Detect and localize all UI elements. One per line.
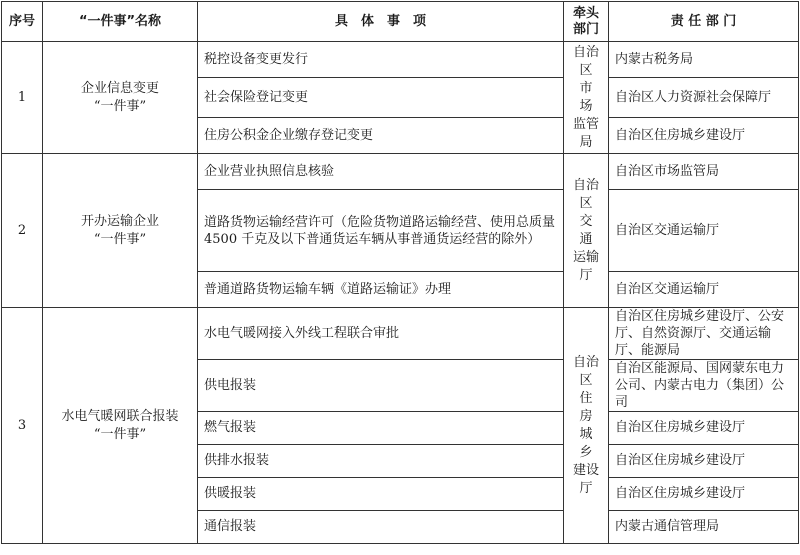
dept-cell: 自治区住房城乡建设厅、公安厅、自然资源厅、交通运输厅、能源局 [609,308,799,360]
row-seq: 1 [2,42,43,154]
table-row [2,154,799,190]
matter-cell: 住房公积金企业缴存登记变更 [198,118,564,154]
row-item-name: 水电气暖网联合报装 “一件事” [43,308,198,544]
table-row [2,42,799,78]
dept-cell: 内蒙古通信管理局 [609,511,799,544]
dept-cell: 自治区住房城乡建设厅 [609,412,799,445]
header-row [2,2,799,42]
row-seq: 2 [2,154,43,308]
matter-cell: 供排水报装 [198,445,564,478]
matter-cell: 道路货物运输经营许可（危险货物道路运输经营、使用总质量 4500 千克及以下普通货运车辆从事普通货运经营的除外） [198,190,564,272]
dept-cell: 自治区市场监管局 [609,154,799,190]
row-item-name: 企业信息变更 “一件事” [43,42,198,154]
dept-cell: 自治区住房城乡建设厅 [609,445,799,478]
matter-cell: 供暖报装 [198,478,564,511]
header-lead-dept: 牵头 部门 [564,2,609,42]
lead-dept-cell: 自治区 交 通 运输厅 [564,154,609,308]
dept-cell: 自治区住房城乡建设厅 [609,118,799,154]
table-row [2,308,799,360]
dept-cell: 自治区交通运输厅 [609,190,799,272]
matter-cell: 企业营业执照信息核验 [198,154,564,190]
header-seq: 序号 [2,2,43,42]
dept-cell: 自治区人力资源社会保障厅 [609,78,799,118]
matter-cell: 普通道路货物运输车辆《道路运输证》办理 [198,272,564,308]
row-seq: 3 [2,308,43,544]
lead-dept-cell: 自治区 市 场 监管局 [564,42,609,154]
header-responsible-dept: 责 任 部 门 [609,2,799,42]
row-item-name: 开办运输企业 “一件事” [43,154,198,308]
matter-cell: 供电报装 [198,360,564,412]
matter-cell: 水电气暖网接入外线工程联合审批 [198,308,564,360]
matter-cell: 社会保险登记变更 [198,78,564,118]
header-item-name: “一件事”名称 [43,2,198,42]
dept-cell: 自治区住房城乡建设厅 [609,478,799,511]
matter-cell: 燃气报装 [198,412,564,445]
dept-cell: 自治区交通运输厅 [609,272,799,308]
matter-cell: 通信报装 [198,511,564,544]
lead-dept-cell: 自治区 住 房 城 乡 建设厅 [564,308,609,544]
dept-cell: 自治区能源局、国网蒙东电力公司、内蒙古电力（集团）公司 [609,360,799,412]
dept-cell: 内蒙古税务局 [609,42,799,78]
matter-cell: 税控设备变更发行 [198,42,564,78]
matters-table [1,1,799,544]
header-matters: 具 体 事 项 [198,2,564,42]
